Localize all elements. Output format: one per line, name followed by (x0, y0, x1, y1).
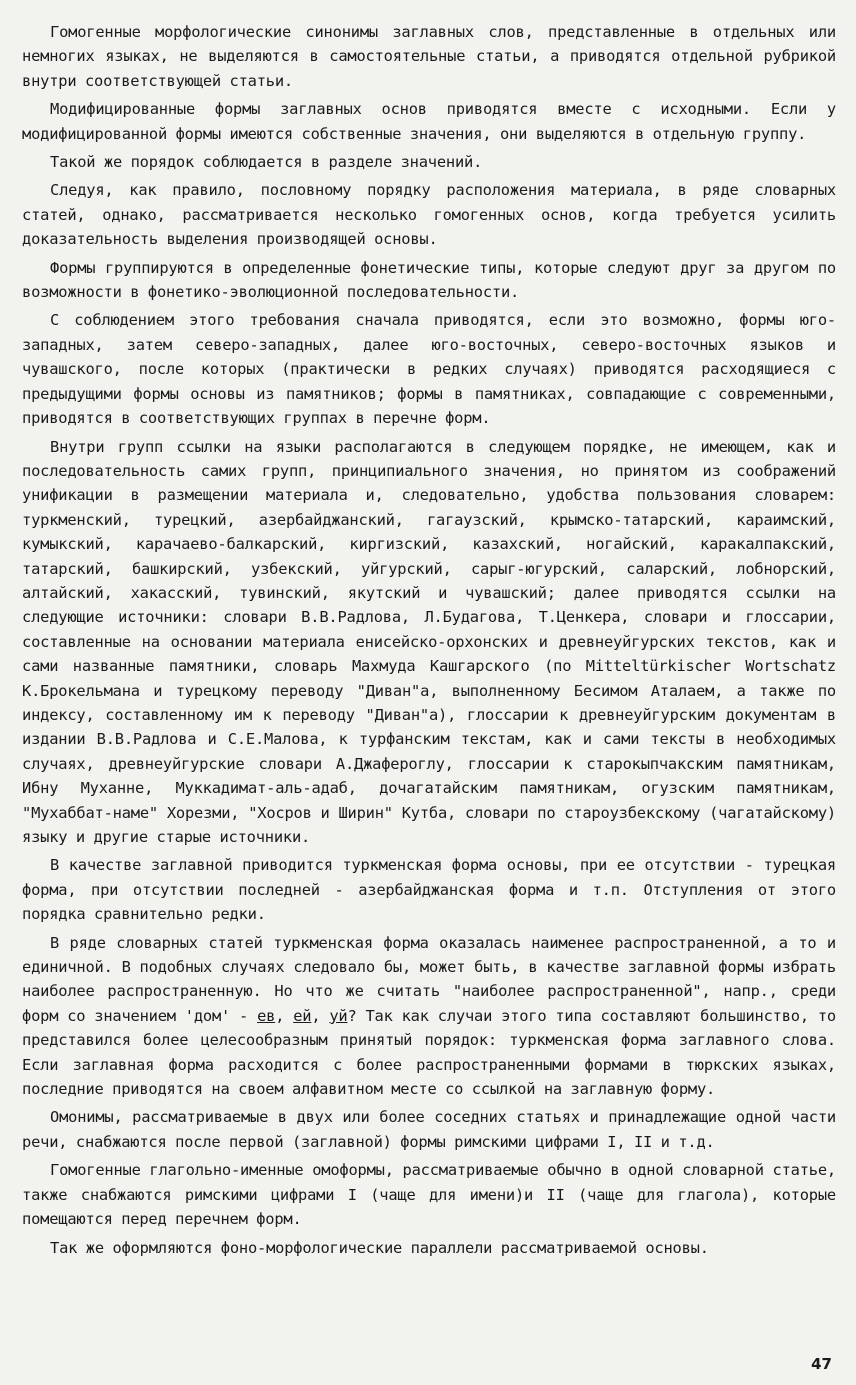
paragraph-common-forms (22, 931, 836, 1102)
form-separator: , (311, 1006, 330, 1025)
paragraph-modified-forms: Модифицированные формы заглавных основ приводятся вместе с исходными. Если у модифицированной формы имеются собственные значения, они выделяются в отдельную группу. (22, 100, 836, 143)
paragraph-meanings-order: Такой же порядок соблюдается в разделе значений. (50, 153, 483, 172)
paragraph-phonetic-types: Формы группируются в определенные фонетические типы, которые следуют друг за другом по возможности в фонетико-эволюционной последовательности. (22, 258, 836, 302)
common-forms-text-before: В ряде словарных статей туркменская форма оказалась наименее распространенной, а то и единичной. В подобных случаях следовало бы, может быть, в качестве заглавной формы избрать наиболее распространенную. Но что же считать "наиболее распространенной", напр., среди форм со значением 'дом' - (22, 933, 836, 1025)
paragraph-parallels: Так же оформляются фоно-морфологические параллели рассматриваемой основы. (50, 1238, 709, 1257)
paragraph-group-order: С соблюдением этого требования сначала приводятся, если это возможно, формы юго-западных, затем северо-западных, далее юго-восточных, северо-восточных языков и чувашского, после которых (практически в редких случаях) приводятся расходящиеся с предыдущими формы основы из памятников; формы в памятниках, совпадающие с современными, приводятся в соответствующих группах в перечне форм. (22, 311, 836, 428)
paragraph-language-sequence: Внутри групп ссылки на языки располагаются в следующем порядке, не имеющем, как и последовательность самих групп, принципиального значения, но принятом из соображений унификации в размещении материала и, следовательно, удобства пользования словарем: туркменский, турецкий, азербайджанский, гагаузский, крымско-татарский, караимский, кумыкский, карачаево-балкарский, киргизский, казахский, ногайский, каракалпакский, татарский, башкирский, узбекский, уйгурский, сарыг-югурский, саларский, лобнорский, алтайский, хакасский, тувинский, якутский и чувашский; далее приводятся ссылки на следующие источники: словари В.В.Радлова, Л.Будагова, Т.Ценкера, словари и глоссарии, составленные на основании материала енисейско-орхонских и древнеуйгурских текстов, как и сами названные памятники, словарь Махмуда Кашгарского (по Mitteltürkischer Wortschatz К.Брокельмана и турецкому переводу "Диван"а, выполненному Бесимом Аталаем, а также по индексу, составленному им к переводу "Диван"а), глоссарии к древнеуйгурским документам в издании В.В.Радлова и С.Е.Малова, к турфанским текстам, как и сами тексты в необходимых случаях, древнеуйгурские словари А.Джафероглу, глоссарии к старокыпчакским памятникам, Ибну Муханне, Муккадимат-аль-адаб, дочагатайским памятникам, огузским памятникам, "Мухаббат-наме" Хорезми, "Хосров и Ширин" Кутба, словари по староузбекскому (чагатайскому) языку и другие старые источники. (22, 437, 836, 846)
form-ev: ев (257, 1006, 276, 1025)
page-number: 47 (811, 1355, 832, 1373)
paragraph-word-order: Следуя, как правило, пословному порядку расположения материала, в ряде словарных статей, однако, рассматривается несколько гомогенных основ, когда требуется усилить доказательность выделения производящей основы. (22, 181, 836, 249)
common-forms-text-after: ? Так как случаи этого типа составляют большинство, то представился более целесообразным принятый порядок: туркменская форма заглавного слова. Если заглавная форма расходится с более распространенными формами в тюркских языках, последние приводятся на своем алфавитном месте со ссылкой на заглавную форму. (22, 1006, 836, 1099)
paragraph-headword-choice: В качестве заглавной приводится туркменская форма основы, при ее отсутствии - турецкая форма, при отсутствии последней - азербайджанская форма и т.п. Отступления от этого порядка сравнительно редки. (22, 856, 836, 924)
paragraph-homogeneous-synonyms: Гомогенные морфологические синонимы заглавных слов, представленные в отдельных или немногих языках, не выделяются в самостоятельные статьи, а приводятся отдельной рубрикой внутри соответствующей статьи. (22, 23, 836, 90)
paragraph-homonyms: Омонимы, рассматриваемые в двух или более соседних статьях и принадлежащие одной части речи, снабжаются после первой (заглавной) формы римскими цифрами I, II и т.д. (22, 1108, 836, 1151)
form-separator: , (275, 1006, 294, 1025)
form-ey: ей (293, 1006, 312, 1025)
form-uy: уй (329, 1006, 348, 1025)
paragraph-verb-noun-forms: Гомогенные глагольно-именные омоформы, рассматриваемые обычно в одной словарной статье, также снабжаются римскими цифрами I (чаще для имени)и II (чаще для глагола), которые помещаются перед перечнем форм. (22, 1161, 836, 1229)
